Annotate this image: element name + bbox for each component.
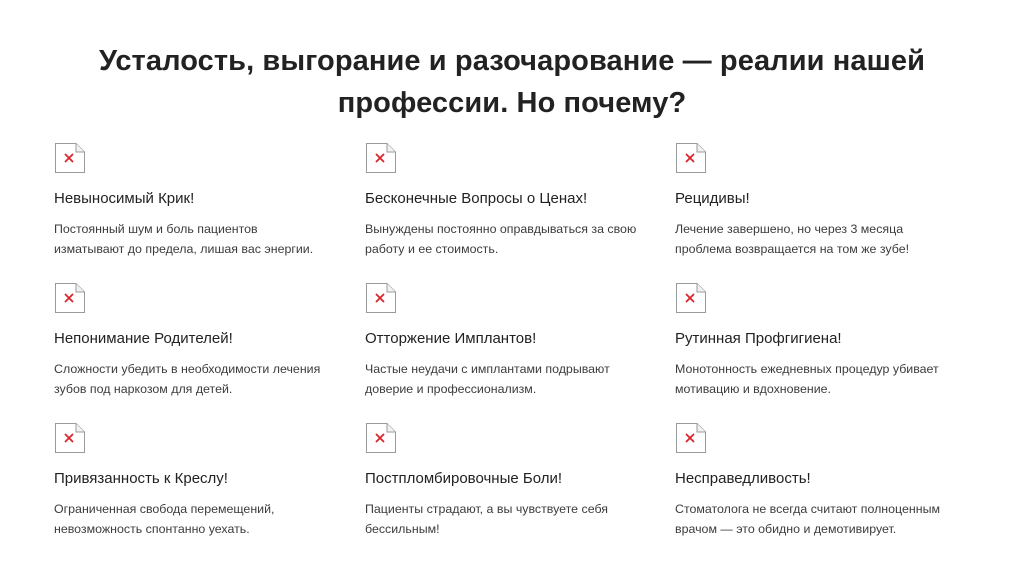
card-description [365,499,665,539]
page-title-line-2: профессии. Но почему? [337,87,687,119]
card-description-line-2: невозможность спонтанно уехать. [54,522,250,536]
card-description [675,359,975,399]
card-description-line-2: мотивацию и вдохновение. [675,382,831,396]
card-description-line-1: Лечение завершено, но через 3 месяца [675,222,904,236]
card-description-line-1: Ограниченная свобода перемещений, [54,502,275,516]
card-description [54,359,354,399]
card-description [365,219,665,259]
card-description-line-1: Монотонность ежедневных процедур убивает [675,362,939,376]
card-description-line-2: зубов под наркозом для детей. [54,382,233,396]
broken-image-icon [365,142,397,174]
card-description-line-2: врачом — это обидно и демотивирует. [675,522,897,536]
card-title: Рецидивы! [675,190,750,207]
card-title: Привязанность к Креслу! [54,470,228,487]
card-title: Отторжение Имплантов! [365,330,537,347]
card-description-line-2: проблема возвращается на том же зубе! [675,242,910,256]
card-title: Рутинная Профгигиена! [675,330,842,347]
card-title: Непонимание Родителей! [54,330,233,347]
broken-image-icon [54,282,86,314]
card-description-line-1: Постоянный шум и боль пациентов [54,222,258,236]
broken-image-icon [675,142,707,174]
card-description [675,499,975,539]
card-description-line-2: бессильным! [365,522,440,536]
broken-image-icon [675,422,707,454]
card-description-line-1: Пациенты страдают, а вы чувствуете себя [365,502,608,516]
card-description-line-2: работу и ее стоимость. [365,242,499,256]
card-title: Бесконечные Вопросы о Ценах! [365,190,588,207]
page-title [40,40,984,124]
card-title: Постпломбировочные Боли! [365,470,563,487]
card-description-line-2: изматывают до предела, лишая вас энергии. [54,242,314,256]
broken-image-icon [365,282,397,314]
broken-image-icon [54,422,86,454]
page-title-line-1: Усталость, выгорание и разочарование — реалии нашей [99,45,925,77]
card-title: Невыносимый Крик! [54,190,195,207]
card-description-line-1: Стоматолога не всегда считают полноценным [675,502,940,516]
card-description-line-2: доверие и профессионализм. [365,382,537,396]
broken-image-icon [675,282,707,314]
card-description-line-1: Частые неудачи с имплантами подрывают [365,362,610,376]
card-description [675,219,975,259]
card-title: Несправедливость! [675,470,811,487]
broken-image-icon [54,142,86,174]
card-description [54,219,354,259]
card-description [54,499,354,539]
card-description [365,359,665,399]
broken-image-icon [365,422,397,454]
card-description-line-1: Сложности убедить в необходимости лечения [54,362,321,376]
card-description-line-1: Вынуждены постоянно оправдываться за свою [365,222,637,236]
